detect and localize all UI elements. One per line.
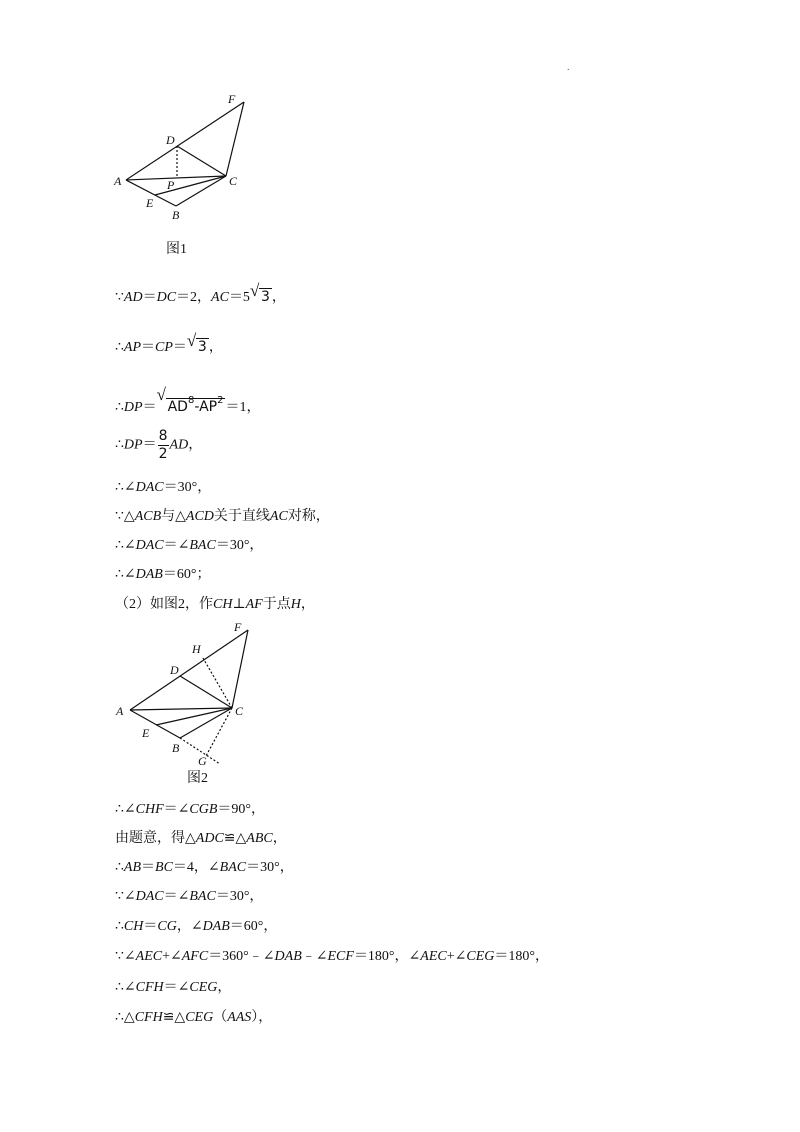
line-8: ∴∠DAB＝60°； (115, 567, 211, 582)
line-17: ∴△CFH≌△CEG（AAS）， (115, 1010, 273, 1025)
line-13: ∵∠DAC＝∠BAC＝30°， (115, 889, 264, 904)
label-F: F (228, 92, 236, 106)
segment-BC (176, 176, 226, 206)
label-C: C (229, 174, 238, 188)
line-5: ∴∠DAC＝30°， (115, 480, 212, 495)
line-3: ∴DP＝ √ $AD^8-AP^2 =1$， (115, 385, 261, 415)
line-12: ∴AB＝BC＝4，∠BAC＝30°， (115, 860, 294, 875)
line-10: ∴∠CHF＝∠CGB＝90°， (115, 802, 265, 817)
label-B: B (172, 208, 180, 222)
label-C: C (235, 704, 244, 718)
label-D: D (166, 133, 175, 147)
segment-FC (232, 630, 248, 708)
line-15: ∵∠AEC+∠AFC＝360°﹣∠DAB﹣∠ECF＝180°，∠AEC+∠CEG＝180°， (115, 949, 549, 964)
label-A: A (114, 174, 122, 188)
segment-AC (130, 708, 232, 710)
segment-FC (226, 102, 244, 176)
label-E: E (142, 726, 150, 740)
line-14: ∴CH＝CG，∠DAB＝60°， (115, 919, 278, 934)
segment-EC (156, 708, 232, 725)
sqrt-3: √ 3 (249, 281, 270, 305)
segment-DC (177, 146, 226, 176)
fraction: $\frac{8}{2}$ (158, 428, 168, 462)
sqrt-3: √ 3 (186, 331, 207, 355)
line-1: ∵AD＝DC＝2，AC＝5 √ 3 ， (115, 281, 286, 305)
line-6: ∵△ACB与△ACD关于直线AC对称， (115, 509, 330, 524)
figure-2-diagram (100, 616, 270, 776)
sqrt-expression: √ $AD^8-AP^2$ (156, 385, 224, 415)
segment-AB (130, 710, 180, 738)
segment-AF (130, 630, 248, 710)
figure-2-caption: 图2 (187, 771, 208, 786)
line-16: ∴∠CFH＝∠CEG， (115, 980, 232, 995)
label-A: A (116, 704, 124, 718)
segment-CH-dotted (203, 658, 232, 708)
line-2: ∴AP＝CP＝ √ 3 ， (115, 331, 223, 355)
label-P: P (167, 178, 175, 192)
figure-1-diagram (100, 88, 270, 223)
line-7: ∴∠DAC＝∠BAC＝30°， (115, 538, 264, 553)
label-E: E (146, 196, 154, 210)
page-mark: . (567, 62, 570, 73)
label-H: H (192, 642, 201, 656)
label-D: D (170, 663, 179, 677)
line-9: （2）如图2，作CH⊥AF于点H， (115, 597, 315, 612)
label-G: G (198, 754, 207, 768)
label-F: F (234, 620, 242, 634)
segment-DC (180, 676, 232, 708)
label-B: B (172, 741, 180, 755)
segment-AF (126, 102, 244, 180)
line-11: 由题意，得△ADC≌△ABC， (115, 831, 287, 846)
line-4: ∴DP＝ $\frac{8}{2}$ AD， (115, 428, 203, 462)
figure-1-caption: 图1 (166, 242, 187, 257)
